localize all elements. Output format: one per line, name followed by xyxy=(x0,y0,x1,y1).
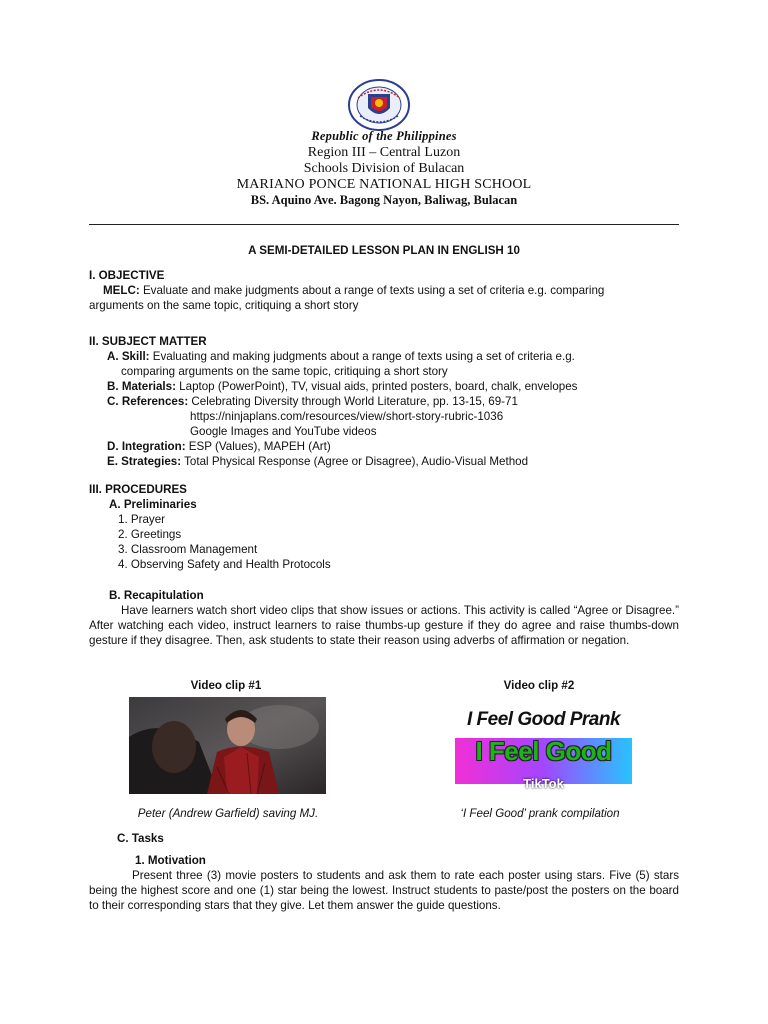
tasks-section xyxy=(89,831,679,913)
thumbnail-main-text: I Feel Good xyxy=(475,736,612,766)
strategies-text: Total Physical Response (Agree or Disagree), Audio-Visual Method xyxy=(181,455,529,468)
skill-text-1: Evaluating and making judgments about a range of texts using a set of criteria e.g. xyxy=(149,350,575,363)
integration-label: D. Integration: xyxy=(107,440,186,453)
header-republic: Republic of the Philippines xyxy=(311,129,457,143)
materials-line xyxy=(89,379,679,394)
tasks-heading: C. Tasks xyxy=(117,832,164,845)
subject-matter-section xyxy=(89,334,679,469)
recap-heading: B. Recapitulation xyxy=(109,589,204,602)
video-clip-1-thumbnail[interactable] xyxy=(129,697,326,794)
melc-text-1: Evaluate and make judgments about a range of texts using a set of criteria e.g. comparing xyxy=(139,284,605,297)
recap-paragraph: Have learners watch short video clips that show issues or actions. This activity is called “Agree or Disagree.” After watching each video, instruct learners to raise thumbs-up gesture if they do agree and raise thumbs-down gesture if they disagree. Then, ask students to state their reason using adverbs of affirmation or negation. xyxy=(89,604,679,647)
references-label: C. References: xyxy=(107,395,189,408)
deped-seal-icon xyxy=(346,78,412,132)
recap-section xyxy=(89,588,679,648)
objective-section xyxy=(89,268,679,313)
tiktok-logo-text: TikTok xyxy=(523,776,564,791)
skill-line xyxy=(89,349,679,364)
motivation-heading: 1. Motivation xyxy=(135,854,206,867)
preliminaries-heading: A. Preliminaries xyxy=(109,498,197,511)
header-address: BS. Aquino Ave. Bagong Nayon, Baliwag, Bulacan xyxy=(250,193,518,207)
references-text-3: Google Images and YouTube videos xyxy=(190,425,377,438)
video-clip-2-caption: ‘I Feel Good’ prank compilation xyxy=(460,807,620,820)
procedures-section xyxy=(89,482,679,572)
list-item: 2. Greetings xyxy=(118,528,182,541)
references-text-2: https://ninjaplans.com/resources/view/short-story-rubric-1036 xyxy=(190,410,504,423)
objective-heading: I. OBJECTIVE xyxy=(89,269,165,282)
header-division: Schools Division of Bulacan xyxy=(303,161,465,176)
thumbnail-title: I Feel Good Prank xyxy=(466,709,621,730)
melc-line xyxy=(89,283,679,298)
melc-label: MELC: xyxy=(103,284,140,297)
integration-line xyxy=(89,439,679,454)
strategies-line xyxy=(89,454,679,469)
references-line xyxy=(89,394,679,409)
list-item: 1. Prayer xyxy=(118,513,166,526)
list-item: 3. Classroom Management xyxy=(118,543,258,556)
subject-matter-heading: II. SUBJECT MATTER xyxy=(89,335,207,348)
materials-text: Laptop (PowerPoint), TV, visual aids, printed posters, board, chalk, envelopes xyxy=(175,380,578,393)
skill-label: A. Skill: xyxy=(107,350,150,363)
video-clip-1-caption: Peter (Andrew Garfield) saving MJ. xyxy=(137,807,319,820)
skill-text-2: comparing arguments on the same topic, critiquing a short story xyxy=(121,365,448,378)
procedures-heading: III. PROCEDURES xyxy=(89,483,187,496)
header-region: Region III – Central Luzon xyxy=(307,145,461,160)
preliminaries-list xyxy=(89,512,679,572)
references-text-1: Celebrating Diversity through World Literature, pp. 13-15, 69-71 xyxy=(188,395,518,408)
melc-text-2: arguments on the same topic, critiquing a short story xyxy=(89,299,359,312)
materials-label: B. Materials: xyxy=(107,380,176,393)
video-clip-2-thumbnail[interactable] xyxy=(455,698,632,796)
header-divider xyxy=(89,224,679,225)
list-item: 4. Observing Safety and Health Protocols xyxy=(118,558,331,571)
header-school: MARIANO PONCE NATIONAL HIGH SCHOOL xyxy=(236,177,532,192)
integration-text: ESP (Values), MAPEH (Art) xyxy=(185,440,331,453)
motivation-paragraph: Present three (3) movie posters to students and ask them to rate each poster using stars. Five (5) stars being the highest score and one (1) star being the lowest. Instruct students to paste/post the posters on the board to their corresponding stars that they give. Let them answer the guide questions. xyxy=(89,869,679,912)
video-clip-2-label: Video clip #2 xyxy=(503,679,575,692)
strategies-label: E. Strategies: xyxy=(107,455,182,468)
document-title: A SEMI-DETAILED LESSON PLAN IN ENGLISH 10 xyxy=(248,244,520,257)
video-clip-1-label: Video clip #1 xyxy=(190,679,262,692)
movie-scene-image xyxy=(129,697,326,794)
